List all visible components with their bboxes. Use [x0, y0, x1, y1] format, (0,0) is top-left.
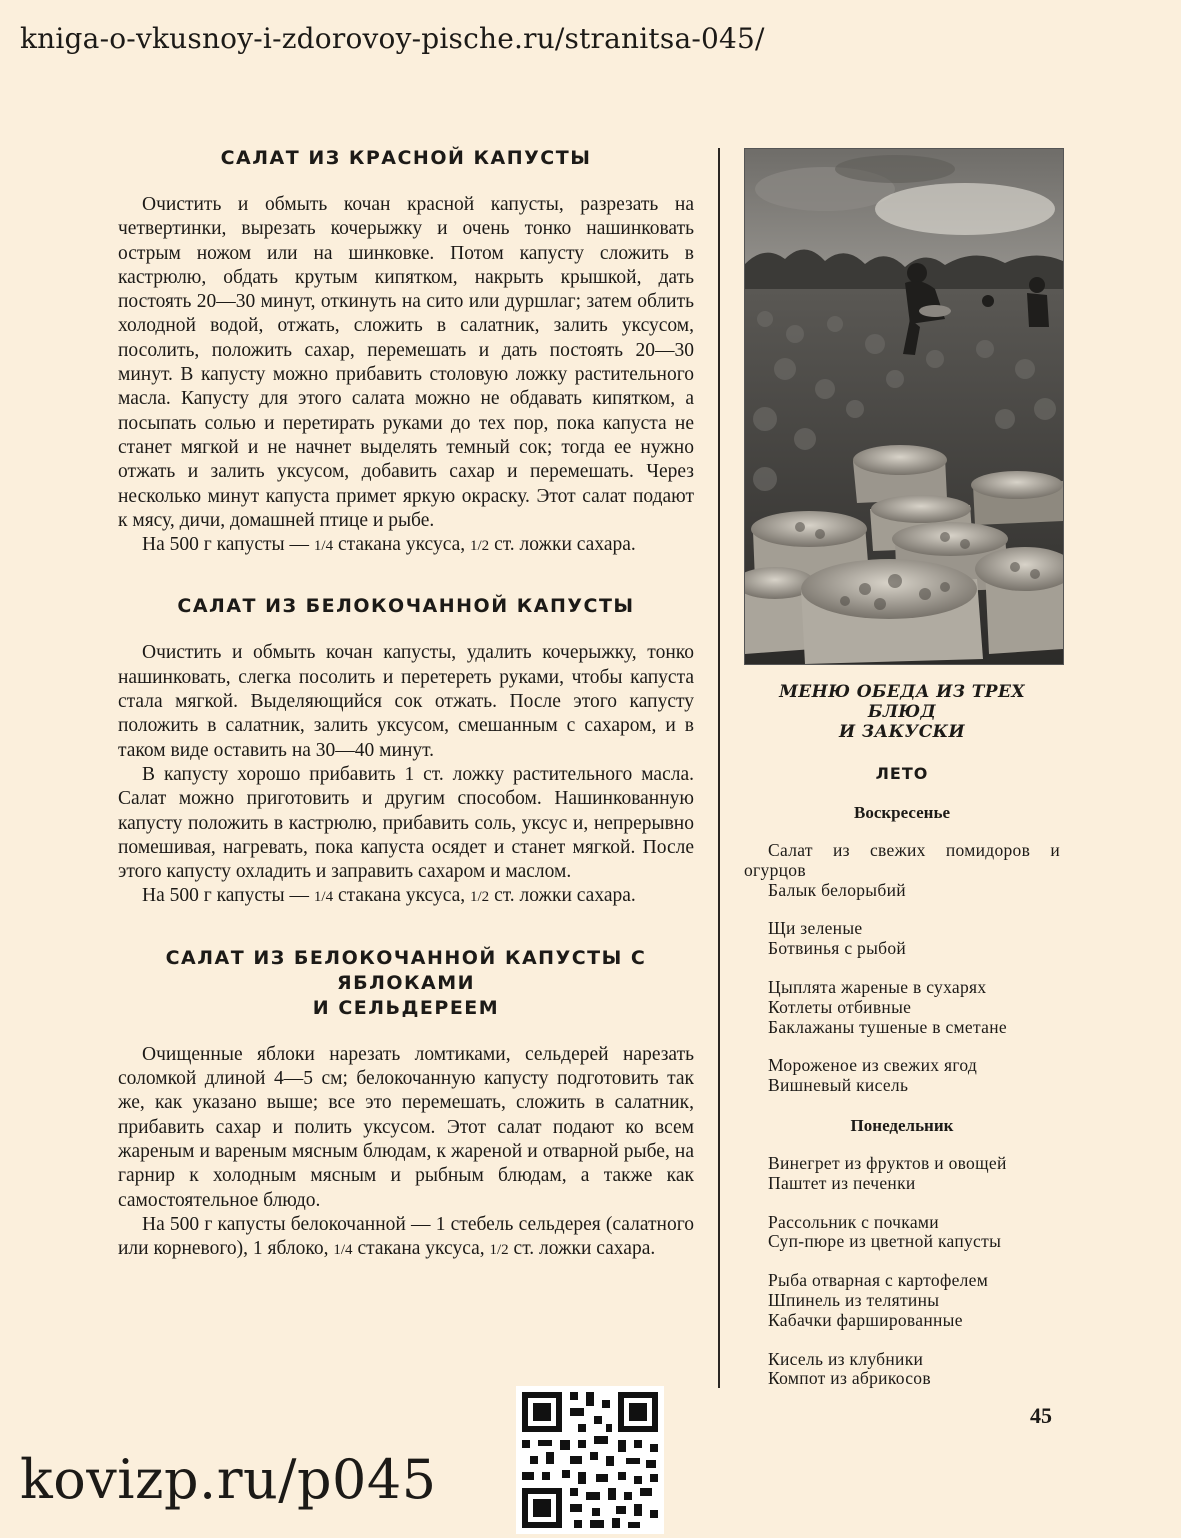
dish: Паштет из печенки: [768, 1172, 916, 1193]
short-url[interactable]: kovizp.ru/p045: [20, 1448, 437, 1511]
fraction: 1/2: [470, 889, 490, 906]
dish: Рассольник с почками: [768, 1211, 939, 1232]
recipes-column: [118, 146, 694, 1262]
dish: Винегрет из фруктов и овощей: [768, 1152, 1007, 1173]
recipe-proportions: На 500 г капусты — 1/4 стакана уксуса, 1/2 ст. ложки сахара.: [142, 885, 636, 907]
dish: Салат из свежих помидоров и огурцов: [744, 840, 1060, 880]
dish-group: [744, 978, 1060, 1037]
recipe-proportions: На 500 г капусты — 1/4 стакана уксуса, 1/2 ст. ложки сахара.: [142, 534, 636, 556]
fraction: 1/2: [489, 1242, 509, 1259]
dish: Кисель из клубники: [768, 1348, 924, 1369]
recipe-title: САЛАТ ИЗ БЕЛОКОЧАННОЙ КАПУСТЫ С ЯБЛОКАМИ И СЕЛЬДЕРЕЕМ: [165, 946, 647, 1019]
dish: Кабачки фаршированные: [768, 1309, 963, 1330]
menu-column: [744, 682, 1060, 1408]
dish-group: [744, 841, 1060, 900]
day-title: Понедельник: [850, 1115, 954, 1135]
dish: Шпинель из телятины: [768, 1289, 940, 1310]
season-title: ЛЕТО: [875, 764, 929, 783]
fraction: 1/2: [470, 538, 490, 555]
dish: Рыба отварная с картофелем: [768, 1270, 989, 1291]
fraction: 1/4: [333, 1242, 353, 1259]
day-title: Воскресенье: [853, 803, 950, 822]
dish: Цыплята жареные в сухарях: [768, 976, 987, 997]
recipe-text: Очищенные яблоки нарезать ломтиками, сельдерей нарезать соломкой длиной 4—5 см; белокочанную капусту подготовить так же, как указано выше; все это перемешать, сложить в салатник, прибавить сахар и полить уксусом. Этот салат подают ко всем жареным и вареным мясным блюдам, к жареной и отварной рыбе, на гарнир к холодным мясным и рыбным блюдам, а также как самостоятельное блюдо.: [118, 1043, 694, 1211]
dish: Баклажаны тушеные в сметане: [768, 1016, 1007, 1037]
recipe-text: В капусту хорошо прибавить 1 ст. ложку растительного масла. Салат можно приготовить и другим способом. Нашинкованную капусту положить в кастрюлю, прибавить соль, уксус и, непрерывно помешивая, нагревать, пока капуста осядет и станет мягкой. После этого капусту охладить и заправить сахаром и маслом.: [118, 763, 694, 883]
dish: Мороженое из свежих ягод: [768, 1055, 978, 1076]
recipe-text: Очистить и обмыть кочан красной капусты, разрезать на четвертинки, вырезать кочерыжку и очень тонко нашинковать острым ножом или на шинковке. Потом капусту сложить в кастрюлю, обдать крутым кипятком, накрыть крышкой, дать постоять 20—30 минут, откинуть на сито или дуршлаг; затем облить холодной водой, отжать, сложить в салатник, залить уксусом, посолить, положить сахар, перемешать и дать постоять 20—30 минут. В капусту можно прибавить столовую ложку растительного масла. Капусту для этого салата можно не обдавать кипятком, а посыпать солью и перетирать руками до тех пор, пока капуста не станет мягкой и не начнет выделять темный сок; тогда ее нужно отжать и залить уксусом, добавить сахар и перемешать. Через несколько минут капуста примет яркую окраску. Этот салат подают к мясу, дичи, домашней птице и рыбе.: [118, 194, 694, 531]
dish-group: [744, 1213, 1060, 1253]
dish: Вишневый кисель: [768, 1075, 909, 1096]
recipe-cabbage-apples-celery: [118, 946, 694, 1263]
fraction: 1/4: [313, 538, 334, 555]
recipe-title: САЛАТ ИЗ БЕЛОКОЧАННОЙ КАПУСТЫ: [177, 595, 635, 618]
recipe-title: САЛАТ ИЗ КРАСНОЙ КАПУСТЫ: [220, 147, 592, 169]
dish: Котлеты отбивные: [768, 996, 912, 1017]
dish-group: [744, 919, 1060, 959]
recipe-white-cabbage: [118, 594, 694, 909]
dish: Ботвинья с рыбой: [768, 938, 907, 959]
recipe-proportions: На 500 г капусты белокочанной — 1 стебель сельдерея (салатного или корневого), 1 яблоко, 1/4 стакана уксуса, 1/2 ст. ложки сахара.: [118, 1213, 694, 1260]
dish-group: [744, 1154, 1060, 1194]
dish: Суп-пюре из цветной капусты: [768, 1231, 1002, 1252]
page-number: 45: [1030, 1403, 1052, 1428]
dish: Балык белорыбий: [768, 879, 906, 900]
dish-group: [744, 1271, 1060, 1330]
dish: Компот из абрикосов: [768, 1368, 931, 1389]
dish-group: [744, 1056, 1060, 1096]
dish: Щи зеленые: [768, 918, 863, 939]
harvest-photo: [744, 148, 1064, 665]
dish-group: [744, 1350, 1060, 1390]
fraction: 1/4: [313, 889, 334, 906]
recipe-red-cabbage: [118, 146, 694, 558]
recipe-text: Очистить и обмыть кочан капусты, удалить кочерыжку, тонко нашинковать, слегка посолить и перетереть руками, чтобы капуста стала мягкой. Выделяющийся сок отжать. После этого капусту положить в салатник, залить уксусом, смешанным с сахаром, и в таком виде оставить на 30—40 минут.: [118, 642, 694, 761]
column-divider: [718, 148, 720, 1388]
source-url[interactable]: kniga-o-vkusnoy-i-zdorovoy-pische.ru/stranitsa-045/: [20, 22, 765, 55]
menu-heading: МЕНЮ ОБЕДА ИЗ ТРЕХ БЛЮД И ЗАКУСКИ: [779, 682, 1025, 742]
qr-code[interactable]: [516, 1386, 664, 1534]
